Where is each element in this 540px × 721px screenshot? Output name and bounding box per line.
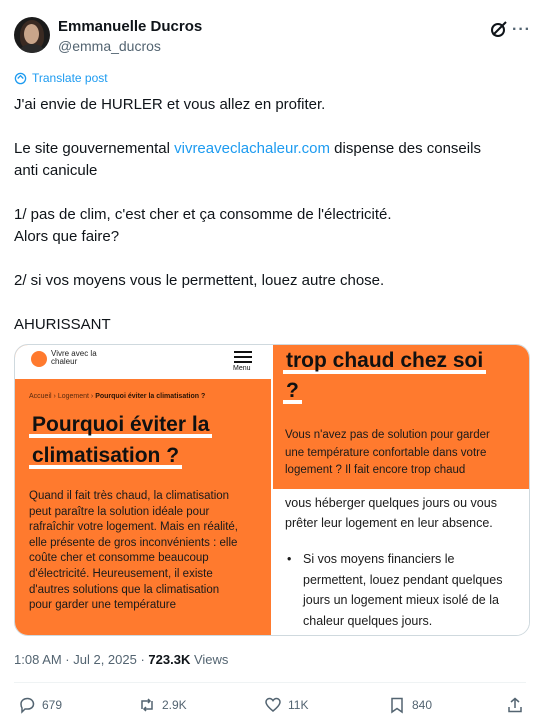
tweet-line: J'ai envie de HURLER et vous allez en profiter. <box>14 96 326 113</box>
tweet-media[interactable] <box>14 344 530 636</box>
tweet-meta <box>14 652 228 667</box>
repost-button[interactable] <box>138 696 187 714</box>
section-title-line: trop chaud chez soi <box>283 347 486 374</box>
action-bar <box>14 696 526 718</box>
tweet-line: 2/ si vos moyens vous le permettent, louez autre chose. <box>14 272 385 289</box>
translate-post-link[interactable] <box>14 70 108 86</box>
repost-count: 2.9K <box>162 698 187 712</box>
bookmark-icon <box>388 696 406 714</box>
section-title-line: ? <box>283 377 302 404</box>
more-options-icon[interactable]: ··· <box>512 21 531 38</box>
translate-label[interactable]: Translate post <box>32 71 108 85</box>
white-paragraph <box>285 493 525 533</box>
paragraph-line: d'autres solutions que la climatisation <box>29 583 220 596</box>
media-image-left[interactable] <box>15 345 271 636</box>
site-logo-text: Vivre avec la chaleur <box>51 349 97 366</box>
paragraph-line: logement ? Il fait encore trop chaud <box>285 464 466 476</box>
paragraph-line: vous héberger quelques jours ou vous <box>285 496 497 510</box>
tweet-line <box>14 138 526 160</box>
tweet-line: anti canicule <box>14 162 98 179</box>
section-title <box>283 347 523 407</box>
page-title <box>29 411 259 473</box>
page-title-line: climatisation ? <box>29 442 182 469</box>
paragraph-line: elle présente de gros inconvénients : elle <box>29 536 238 549</box>
breadcrumb-separator: › <box>51 393 58 400</box>
translate-icon <box>14 72 27 85</box>
orange-paragraph <box>285 427 525 480</box>
bookmark-button[interactable] <box>388 696 432 714</box>
breadcrumb-item: Logement <box>57 393 89 400</box>
tweet-line: AHURISSANT <box>14 316 111 333</box>
bullet-line: Si vos moyens financiers le <box>303 552 455 566</box>
tweet-text <box>14 94 526 336</box>
tweet-header <box>14 12 530 60</box>
tweet-line: Alors que faire? <box>14 228 120 245</box>
heart-icon <box>264 696 282 714</box>
hamburger-menu-icon <box>234 351 252 363</box>
orange-section <box>273 345 530 489</box>
like-button[interactable] <box>264 696 308 714</box>
reply-button[interactable] <box>18 696 62 714</box>
breadcrumb-current: Pourquoi éviter la climatisation ? <box>95 393 206 400</box>
bullet-line: jours un logement mieux isolé de la <box>303 593 499 607</box>
breadcrumb-item: Accueil <box>29 393 52 400</box>
views-count: 723.3K <box>148 652 191 667</box>
paragraph-line: coûte cher et consomme beaucoup <box>29 552 209 565</box>
paragraph-line: d'électricité. Heureusement, il existe <box>29 567 213 580</box>
breadcrumb <box>29 393 205 400</box>
tweet-line: 1/ pas de clim, c'est cher et ça consomme de l'électricité. <box>14 206 392 223</box>
site-header <box>15 345 271 379</box>
paragraph-line: peut paraître la solution idéale pour <box>29 505 210 518</box>
grok-icon[interactable] <box>490 20 508 38</box>
paragraph-line: rafraîchir votre logement. Mais en réalité, <box>29 521 239 534</box>
bullet-line: chaleur quelques jours. <box>303 613 433 628</box>
divider <box>14 682 526 683</box>
tweet-timestamp[interactable]: 1:08 AM · Jul 2, 2025 · <box>14 652 149 667</box>
site-link[interactable]: vivreaveclachaleur.com <box>174 140 331 157</box>
tweet-line-text: Le site gouvernemental <box>14 140 175 157</box>
paragraph-line: Quand il fait très chaud, la climatisation <box>29 490 230 502</box>
share-icon <box>506 696 524 714</box>
article-paragraph <box>29 489 265 614</box>
paragraph-line: Vous n'avez pas de solution pour garder <box>285 429 490 441</box>
media-image-right[interactable] <box>273 345 530 636</box>
avatar[interactable] <box>14 17 50 53</box>
sun-logo-icon <box>31 351 47 367</box>
reply-count: 679 <box>42 698 63 712</box>
paragraph-line: prêter leur logement en leur absence. <box>285 516 493 530</box>
paragraph-line: une température confortable dans votre <box>285 446 487 459</box>
bullet-marker: • <box>287 552 292 566</box>
page-title-line: Pourquoi éviter la <box>29 411 212 438</box>
share-button[interactable] <box>506 696 524 714</box>
repost-icon <box>138 696 156 714</box>
breadcrumb-separator: › <box>88 393 96 400</box>
author-handle[interactable]: @emma_ducros <box>58 38 161 54</box>
tweet-line-text: dispense des conseils <box>330 140 481 157</box>
author-name[interactable]: Emmanuelle Ducros <box>58 18 203 35</box>
menu-label: Menu <box>233 365 251 372</box>
bookmark-count: 840 <box>412 698 433 712</box>
views-label: Views <box>190 652 229 667</box>
like-count: 11K <box>288 698 309 712</box>
bullet-line: permettent, louez pendant quelques <box>303 572 503 587</box>
reply-icon <box>18 696 36 714</box>
paragraph-line: pour garder une température <box>29 599 177 612</box>
bullet-item <box>285 549 525 631</box>
